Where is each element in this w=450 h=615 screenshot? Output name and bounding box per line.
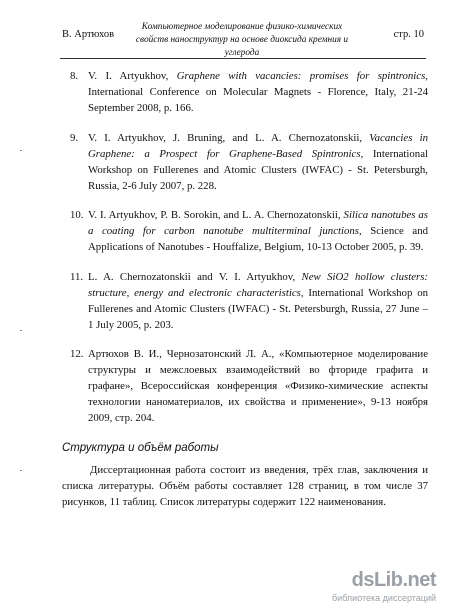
header-author: В. Артюхов (62, 29, 115, 40)
section-paragraph: Диссертационная работа состоит из введения, трёх глав, заключения и списка литературы. Объём работы составляет 128 страниц, в том числе 37 рисунков, 11 таблиц. Список литературы содержит 122 наименования. (62, 464, 428, 508)
header-page-number: стр. 10 (393, 29, 424, 40)
header-title: Компьютерное моделирование физико-химических свойств наноструктур на основе диоксида кремния и углерода (135, 22, 349, 58)
reference-number: 8. (70, 70, 79, 82)
running-header (62, 20, 424, 58)
reference-item (70, 207, 428, 255)
watermark-logo: dsLib.net (351, 569, 436, 591)
reference-number: 12. (70, 348, 84, 360)
scan-mark (20, 150, 22, 151)
scan-mark (20, 470, 22, 471)
reference-text: Артюхов В. И., Чернозатонский Л. А., «Компьютерное моделирование структуры и межслоевых взаимодействий во фториде графита и графане», Всероссийская конференция «Физико-химические аспекты технологии наноматериалов, их свойства и применение», 9-13 ноября 2009, стр. 204. (88, 348, 428, 424)
reference-number: 10. (70, 209, 84, 221)
reference-number: 9. (70, 131, 79, 144)
reference-text: , International Workshop on Fullerenes and Atomic Clusters (IWFAC) - St. Petersburgh, Russia, 2-6 July 2007, p. 228. (88, 147, 428, 192)
reference-title: New SiO2 hollow clusters: structure, energy and electronic characteristics (88, 270, 428, 299)
reference-text: , International Conference on Molecular Magnets - Florence, Italy, 21-24 September 2008, p. 166. (88, 70, 428, 114)
reference-item (70, 269, 428, 333)
reference-text: V. I. Artyukhov, (88, 70, 177, 82)
section-heading: Структура и объём работы (62, 442, 219, 454)
reference-item (70, 130, 428, 194)
reference-text: L. A. Chernozatonskii and V. I. Artyukhov, (88, 270, 302, 283)
reference-text: V. I. Artyukhov, J. Bruning, and L. A. Chernozatonskii, (88, 131, 370, 144)
reference-number: 11. (70, 270, 84, 283)
reference-text: V. I. Artyukhov, P. B. Sorokin, and L. A. Chernozatonskii, (88, 209, 344, 221)
reference-title: Graphene with vacancies: promises for spintronics (176, 70, 426, 82)
reference-text: , Science and Applications of Nanotubes - Houffalize, Belgium, 10-13 October 2005, p. 39. (88, 225, 428, 253)
header-divider (60, 58, 426, 59)
reference-title: Silica nanotubes as a coating for carbon nanotube multiterminal junctions (88, 209, 428, 237)
reference-item (70, 68, 428, 116)
watermark-subtitle: библиотека диссертаций (331, 593, 436, 603)
reference-list (70, 68, 428, 440)
watermark (318, 569, 436, 607)
reference-item (70, 346, 428, 426)
scan-mark (20, 330, 22, 331)
reference-text: , International Workshop on Fullerenes and Atomic Clusters (IWFAC) - St. Petersburgh, Russia, 27 June – 1 July 2005, p. 203. (88, 286, 428, 331)
reference-title: Vacancies in Graphene: a Prospect for Graphene-Based Spintronics (88, 131, 428, 160)
